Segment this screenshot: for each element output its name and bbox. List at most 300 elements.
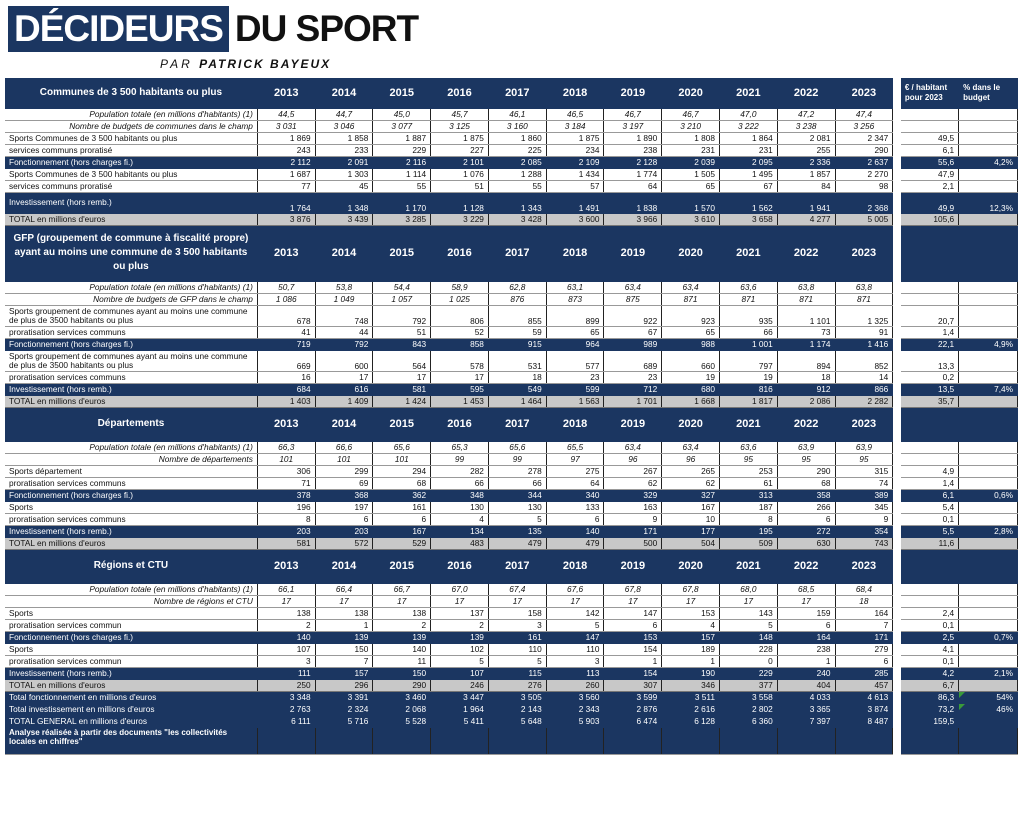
per-capita-cell: 73,2 (901, 703, 959, 715)
column-gap (893, 407, 901, 441)
value-cell: 2 085 (488, 156, 546, 168)
value-cell: 5 (488, 513, 546, 525)
per-capita-cell: 1,4 (901, 477, 959, 489)
value-cell: 719 (257, 338, 315, 350)
per-capita-header (901, 225, 959, 281)
column-gap (893, 213, 901, 225)
column-gap (893, 192, 901, 213)
value-cell: 134 (431, 525, 489, 537)
value-cell: 63,9 (777, 441, 835, 453)
column-gap (893, 225, 901, 281)
value-cell: 599 (546, 383, 604, 395)
row-label: TOTAL en millions d'euros (5, 395, 257, 407)
value-cell: 143 (719, 607, 777, 619)
column-gap (893, 667, 901, 679)
value-cell: 17 (431, 595, 489, 607)
value-cell: 1 563 (546, 395, 604, 407)
value-cell: 234 (546, 144, 604, 156)
value-cell: 278 (488, 465, 546, 477)
value-cell: 1 (315, 619, 373, 631)
value-cell: 45,7 (431, 108, 489, 120)
value-cell: 63,4 (662, 281, 720, 293)
value-cell: 171 (604, 525, 662, 537)
pct-budget-cell (959, 371, 1018, 383)
value-cell: 3 439 (315, 213, 373, 225)
value-cell: 4 (662, 619, 720, 631)
row-label: Population totale (en millions d'habitants) (1) (5, 441, 257, 453)
value-cell: 233 (315, 144, 373, 156)
column-gap (893, 168, 901, 180)
value-cell: 875 (604, 293, 662, 305)
value-cell: 97 (546, 453, 604, 465)
value-cell: 6 111 (257, 715, 315, 727)
per-capita-cell: 20,7 (901, 305, 959, 326)
author-byline (160, 57, 331, 71)
value-cell: 282 (431, 465, 489, 477)
value-cell: 51 (431, 180, 489, 192)
year-header: 2013 (257, 225, 315, 281)
value-cell: 17 (373, 371, 431, 383)
value-cell: 197 (315, 501, 373, 513)
year-header: 2020 (662, 407, 720, 441)
value-cell: 2 109 (546, 156, 604, 168)
value-cell: 238 (604, 144, 662, 156)
column-gap (893, 513, 901, 525)
value-cell: 240 (777, 667, 835, 679)
pct-budget-cell: 0,6% (959, 489, 1018, 501)
table-row (5, 537, 1018, 549)
pct-budget-cell (959, 607, 1018, 619)
table-row (5, 120, 1018, 132)
value-cell: 581 (257, 537, 315, 549)
value-cell: 378 (257, 489, 315, 501)
source-note-row (5, 727, 1018, 754)
row-label: Fonctionnement (hors charges fi.) (5, 631, 257, 643)
byline-par: PAR (160, 57, 193, 71)
value-cell: 8 (719, 513, 777, 525)
value-cell: 1 875 (546, 132, 604, 144)
value-cell: 313 (719, 489, 777, 501)
value-cell: 5 411 (431, 715, 489, 727)
value-cell: 150 (315, 643, 373, 655)
value-cell: 47,0 (719, 108, 777, 120)
value-cell: 6 (373, 513, 431, 525)
pct-budget-cell: 7,4% (959, 383, 1018, 395)
per-capita-cell: 6,7 (901, 679, 959, 691)
section-title: GFP (groupement de commune à fiscalité propre) ayant au moins une commune de 3 500 habitants ou plus (5, 225, 257, 281)
value-cell: 65,6 (373, 441, 431, 453)
year-header: 2020 (662, 225, 720, 281)
year-header: 2018 (546, 78, 604, 108)
value-cell: 74 (835, 477, 893, 489)
value-cell: 58,9 (431, 281, 489, 293)
pct-budget-cell (959, 501, 1018, 513)
value-cell: 17 (315, 371, 373, 383)
value-cell: 195 (719, 525, 777, 537)
value-cell: 1 434 (546, 168, 604, 180)
value-cell: 171 (835, 631, 893, 643)
value-cell: 101 (373, 453, 431, 465)
pct-budget-cell: 2,8% (959, 525, 1018, 537)
value-cell: 1 170 (373, 192, 431, 213)
year-header: 2016 (431, 78, 489, 108)
empty-cell (257, 727, 315, 754)
column-gap (893, 595, 901, 607)
value-cell: 196 (257, 501, 315, 513)
value-cell: 2 091 (315, 156, 373, 168)
brand-logo (8, 6, 418, 54)
value-cell: 177 (662, 525, 720, 537)
value-cell: 806 (431, 305, 489, 326)
value-cell: 229 (373, 144, 431, 156)
value-cell: 65,5 (546, 441, 604, 453)
table-row (5, 213, 1018, 225)
pct-budget-cell (959, 213, 1018, 225)
value-cell: 163 (604, 501, 662, 513)
value-cell: 154 (604, 643, 662, 655)
value-cell: 18 (835, 595, 893, 607)
value-cell: 3 160 (488, 120, 546, 132)
year-header: 2017 (488, 549, 546, 583)
logo-word-du-sport: DU SPORT (234, 8, 419, 49)
pct-budget-cell: 46% (959, 703, 1018, 715)
value-cell: 669 (257, 350, 315, 371)
year-header: 2018 (546, 549, 604, 583)
row-label: proratisation services communs (5, 513, 257, 525)
pct-budget-cell (959, 144, 1018, 156)
value-cell: 227 (431, 144, 489, 156)
value-cell: 10 (662, 513, 720, 525)
column-gap (893, 619, 901, 631)
value-cell: 3 560 (546, 691, 604, 703)
value-cell: 19 (662, 371, 720, 383)
value-cell: 189 (662, 643, 720, 655)
pct-budget-cell (959, 281, 1018, 293)
value-cell: 3 197 (604, 120, 662, 132)
value-cell: 483 (431, 537, 489, 549)
value-cell: 68 (373, 477, 431, 489)
value-cell: 107 (431, 667, 489, 679)
empty-cell (315, 727, 373, 754)
value-cell: 2 270 (835, 168, 893, 180)
value-cell: 3 874 (835, 703, 893, 715)
per-capita-cell: 13,3 (901, 350, 959, 371)
value-cell: 1 086 (257, 293, 315, 305)
value-cell: 935 (719, 305, 777, 326)
column-gap (893, 120, 901, 132)
row-label: Population totale (en millions d'habitants) (1) (5, 281, 257, 293)
table-row (5, 395, 1018, 407)
value-cell: 1 114 (373, 168, 431, 180)
section-header-row (5, 549, 1018, 583)
pct-budget-header (959, 407, 1018, 441)
per-capita-cell: 11,6 (901, 537, 959, 549)
value-cell: 23 (604, 371, 662, 383)
value-cell: 873 (546, 293, 604, 305)
pct-budget-cell (959, 655, 1018, 667)
value-cell: 63,4 (662, 441, 720, 453)
year-header: 2020 (662, 78, 720, 108)
value-cell: 871 (835, 293, 893, 305)
table-row (5, 453, 1018, 465)
value-cell: 14 (835, 371, 893, 383)
value-cell: 238 (777, 643, 835, 655)
value-cell: 50,7 (257, 281, 315, 293)
pct-budget-cell (959, 168, 1018, 180)
pct-budget-header (959, 549, 1018, 583)
per-capita-cell: 4,2 (901, 667, 959, 679)
pct-budget-cell: 0,7% (959, 631, 1018, 643)
value-cell: 1 101 (777, 305, 835, 326)
value-cell: 187 (719, 501, 777, 513)
value-cell: 1 701 (604, 395, 662, 407)
per-capita-cell: 35,7 (901, 395, 959, 407)
value-cell: 354 (835, 525, 893, 537)
value-cell: 3 460 (373, 691, 431, 703)
column-gap (893, 643, 901, 655)
value-cell: 3 428 (488, 213, 546, 225)
value-cell: 65,6 (488, 441, 546, 453)
per-capita-header (901, 407, 959, 441)
value-cell: 52 (431, 326, 489, 338)
value-cell: 45,0 (373, 108, 431, 120)
value-cell: 161 (488, 631, 546, 643)
value-cell: 1 (604, 655, 662, 667)
value-cell: 11 (373, 655, 431, 667)
table-row (5, 192, 1018, 213)
value-cell: 816 (719, 383, 777, 395)
value-cell: 158 (488, 607, 546, 619)
column-gap (893, 549, 901, 583)
value-cell: 55 (488, 180, 546, 192)
logo-word-decideurs: DÉCIDEURS (8, 6, 229, 52)
per-capita-cell: 47,9 (901, 168, 959, 180)
column-gap (893, 607, 901, 619)
empty-cell (719, 727, 777, 754)
value-cell: 1 025 (431, 293, 489, 305)
value-cell: 290 (835, 144, 893, 156)
table-row (5, 350, 1018, 371)
value-cell: 17 (257, 595, 315, 607)
value-cell: 2 143 (488, 703, 546, 715)
value-cell: 922 (604, 305, 662, 326)
per-capita-cell: 49,9 (901, 192, 959, 213)
pct-budget-cell: 12,3% (959, 192, 1018, 213)
pct-budget-cell (959, 395, 1018, 407)
value-cell: 3 077 (373, 120, 431, 132)
row-label: Investissement (hors remb.) (5, 667, 257, 679)
column-gap (893, 453, 901, 465)
value-cell: 3 505 (488, 691, 546, 703)
pct-budget-header (959, 225, 1018, 281)
row-label: proratisation services communs (5, 326, 257, 338)
value-cell: 858 (431, 338, 489, 350)
year-header: 2016 (431, 549, 489, 583)
value-cell: 2 368 (835, 192, 893, 213)
table-row (5, 305, 1018, 326)
value-cell: 63,4 (604, 441, 662, 453)
value-cell: 68,0 (719, 583, 777, 595)
value-cell: 2 128 (604, 156, 662, 168)
value-cell: 161 (373, 501, 431, 513)
row-label: Total fonctionnement en millions d'euros (5, 691, 257, 703)
table-row (5, 465, 1018, 477)
value-cell: 572 (315, 537, 373, 549)
value-cell: 253 (719, 465, 777, 477)
value-cell: 95 (719, 453, 777, 465)
row-label: TOTAL en millions d'euros (5, 213, 257, 225)
value-cell: 306 (257, 465, 315, 477)
value-cell: 64 (604, 180, 662, 192)
column-gap (893, 655, 901, 667)
value-cell: 871 (662, 293, 720, 305)
value-cell: 95 (835, 453, 893, 465)
value-cell: 315 (835, 465, 893, 477)
value-cell: 457 (835, 679, 893, 691)
column-gap (893, 477, 901, 489)
value-cell: 3 238 (777, 120, 835, 132)
table-row (5, 441, 1018, 453)
value-cell: 3 031 (257, 120, 315, 132)
value-cell: 2 101 (431, 156, 489, 168)
year-header: 2015 (373, 549, 431, 583)
table-row (5, 293, 1018, 305)
value-cell: 63,6 (719, 441, 777, 453)
value-cell: 250 (257, 679, 315, 691)
value-cell: 140 (546, 525, 604, 537)
column-gap (893, 727, 901, 754)
value-cell: 3 365 (777, 703, 835, 715)
year-header: 2023 (835, 78, 893, 108)
value-cell: 748 (315, 305, 373, 326)
value-cell: 47,2 (777, 108, 835, 120)
value-cell: 1 570 (662, 192, 720, 213)
per-capita-cell: 0,1 (901, 619, 959, 631)
table-row (5, 631, 1018, 643)
value-cell: 1 964 (431, 703, 489, 715)
row-label: Sports groupement de communes ayant au moins une commune de plus de 3500 habitants ou plus (5, 305, 257, 326)
value-cell: 504 (662, 537, 720, 549)
value-cell: 855 (488, 305, 546, 326)
table-row (5, 108, 1018, 120)
value-cell: 680 (662, 383, 720, 395)
value-cell: 140 (373, 643, 431, 655)
value-cell: 137 (431, 607, 489, 619)
empty-cell (546, 727, 604, 754)
value-cell: 3 229 (431, 213, 489, 225)
empty-cell (835, 727, 893, 754)
row-label: Fonctionnement (hors charges fi.) (5, 156, 257, 168)
value-cell: 1 057 (373, 293, 431, 305)
year-header: 2019 (604, 225, 662, 281)
pct-budget-cell (959, 180, 1018, 192)
value-cell: 792 (373, 305, 431, 326)
value-cell: 915 (488, 338, 546, 350)
value-cell: 55 (373, 180, 431, 192)
value-cell: 139 (431, 631, 489, 643)
value-cell: 871 (777, 293, 835, 305)
value-cell: 1 (777, 655, 835, 667)
value-cell: 18 (777, 371, 835, 383)
value-cell: 871 (719, 293, 777, 305)
row-label: Total investissement en millions d'euros (5, 703, 257, 715)
value-cell: 41 (257, 326, 315, 338)
row-label: Investissement (hors remb.) (5, 192, 257, 213)
value-cell: 600 (315, 350, 373, 371)
value-cell: 69 (315, 477, 373, 489)
pct-budget-cell (959, 120, 1018, 132)
table-row (5, 477, 1018, 489)
column-gap (893, 501, 901, 513)
value-cell: 678 (257, 305, 315, 326)
value-cell: 153 (604, 631, 662, 643)
table-row (5, 655, 1018, 667)
column-gap (893, 537, 901, 549)
value-cell: 231 (662, 144, 720, 156)
value-cell: 17 (662, 595, 720, 607)
value-cell: 7 (835, 619, 893, 631)
pct-budget-cell (959, 715, 1018, 727)
value-cell: 77 (257, 180, 315, 192)
per-capita-cell: 4,1 (901, 643, 959, 655)
column-gap (893, 691, 901, 703)
row-label: TOTAL GENERAL en millions d'euros (5, 715, 257, 727)
value-cell: 3 222 (719, 120, 777, 132)
value-cell: 148 (719, 631, 777, 643)
table-row (5, 144, 1018, 156)
table-row (5, 667, 1018, 679)
value-cell: 96 (604, 453, 662, 465)
column-gap (893, 132, 901, 144)
value-cell: 344 (488, 489, 546, 501)
value-cell: 19 (719, 371, 777, 383)
value-cell: 389 (835, 489, 893, 501)
value-cell: 62 (662, 477, 720, 489)
value-cell: 3 599 (604, 691, 662, 703)
value-cell: 96 (662, 453, 720, 465)
value-cell: 17 (546, 595, 604, 607)
year-header: 2016 (431, 225, 489, 281)
year-header: 2014 (315, 407, 373, 441)
value-cell: 71 (257, 477, 315, 489)
year-header: 2017 (488, 78, 546, 108)
value-cell: 2 068 (373, 703, 431, 715)
value-cell: 157 (662, 631, 720, 643)
value-cell: 1 857 (777, 168, 835, 180)
value-cell: 3 447 (431, 691, 489, 703)
value-cell: 307 (604, 679, 662, 691)
value-cell: 1 303 (315, 168, 373, 180)
value-cell: 1 348 (315, 192, 373, 213)
value-cell: 1 864 (719, 132, 777, 144)
value-cell: 2 116 (373, 156, 431, 168)
row-label: services communs proratisé (5, 180, 257, 192)
value-cell: 139 (373, 631, 431, 643)
value-cell: 279 (835, 643, 893, 655)
row-label: Nombre de régions et CTU (5, 595, 257, 607)
value-cell: 1 325 (835, 305, 893, 326)
value-cell: 296 (315, 679, 373, 691)
pct-budget-cell (959, 305, 1018, 326)
value-cell: 67,8 (604, 583, 662, 595)
value-cell: 4 (431, 513, 489, 525)
row-label: TOTAL en millions d'euros (5, 679, 257, 691)
value-cell: 989 (604, 338, 662, 350)
value-cell: 140 (257, 631, 315, 643)
value-cell: 368 (315, 489, 373, 501)
row-label: Sports (5, 643, 257, 655)
table-row (5, 156, 1018, 168)
